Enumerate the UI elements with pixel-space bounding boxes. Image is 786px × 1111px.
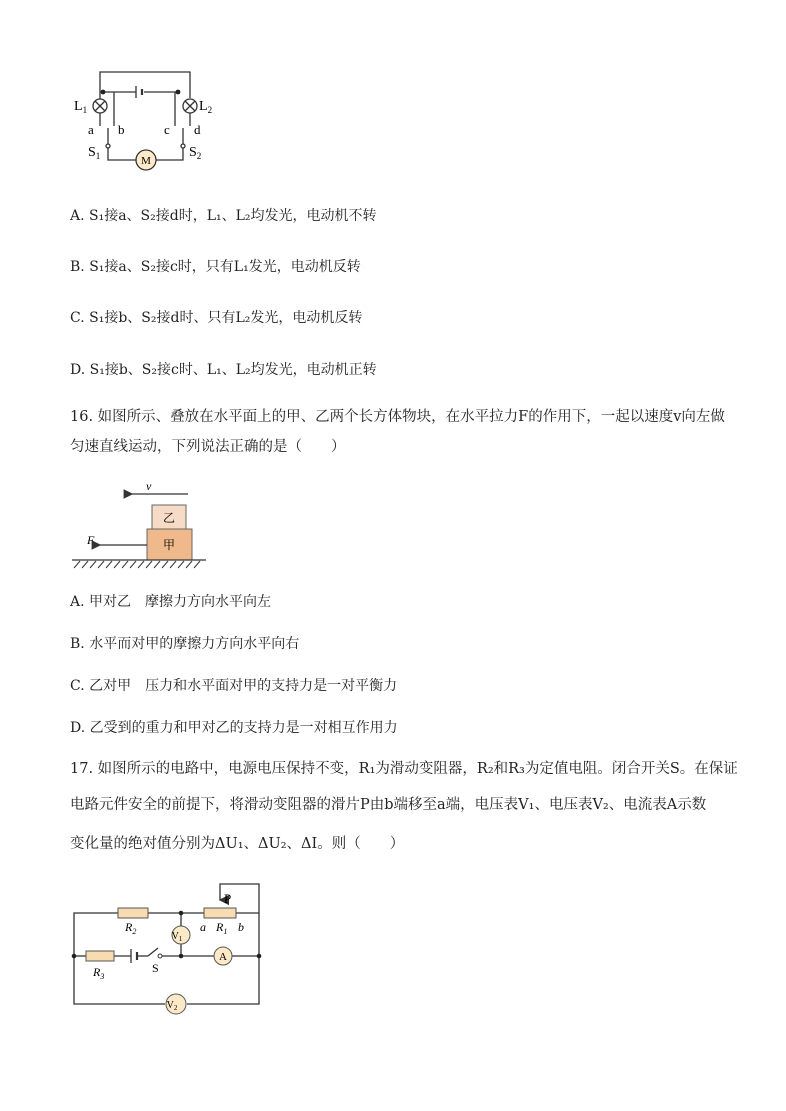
label-L2-sub: 2 xyxy=(207,105,213,115)
label-S1-sub: 1 xyxy=(95,151,101,161)
q16-option-b: B. 水平而对甲的摩擦力方向水平向右 xyxy=(70,636,300,652)
q15-option-a: A. S₁接a、S₂接d时，L₁、L₂均发光，电动机不转 xyxy=(70,208,377,224)
motor-label: M xyxy=(141,155,151,167)
block-yi-label: 乙 xyxy=(162,511,176,525)
force-label: F xyxy=(87,533,95,547)
q17-stem-line1: 17. 如图所示的电路中，电源电压保持不变，R₁为滑动变阻器，R₂和R₃为定值电阻。闭合开关S。在保证 xyxy=(70,761,738,777)
switch-S-label: S xyxy=(152,961,159,975)
label-R3-sub: 3 xyxy=(100,972,105,981)
label-b: b xyxy=(118,122,125,137)
q15-option-c: C. S₁接b、S₂接d时、只有L₂发光，电动机反转 xyxy=(70,310,363,326)
label-S2-sub: 2 xyxy=(196,151,202,161)
block-jia-label: 甲 xyxy=(162,538,176,552)
q15-option-b: B. S₁接a、S₂接c时，只有L₁发光，电动机反转 xyxy=(70,259,361,275)
svg-text:R2 xyxy=(124,920,136,936)
svg-text:R3 xyxy=(92,965,104,981)
q17-stem-line2: 电路元件安全的前提下，将滑动变阻器的滑片P由b端移至a端，电压表V₁、电压表V₂、电流表A示数 xyxy=(70,797,707,813)
label-S2: S xyxy=(189,145,197,160)
label-R2: R xyxy=(125,920,133,934)
svg-text:L2 xyxy=(199,99,212,115)
q16-stem-line1: 16. 如图所示、叠放在水平面上的甲、乙两个长方体物块，在水平拉力F的作用下，一起以速度v向左做 xyxy=(70,409,725,425)
figure-stacked-blocks xyxy=(70,478,210,570)
figure-lamp-motor-circuit xyxy=(70,64,220,176)
q17-stem-line3: 变化量的绝对值分别为ΔU₁、ΔU₂、ΔI。则（ ） xyxy=(70,836,405,852)
terminal-b-label: b xyxy=(238,920,244,934)
voltmeter-V1-sub: 1 xyxy=(178,935,183,943)
slider-P-label: P xyxy=(224,891,232,906)
q16-stem-line2: 匀速直线运动，下列说法正确的是（ ） xyxy=(70,439,346,455)
label-L1: L xyxy=(74,99,83,114)
figure-rheostat-circuit xyxy=(66,880,266,1016)
label-d: d xyxy=(194,122,201,137)
ammeter-A-label: A xyxy=(219,951,227,963)
q15-option-d: D. S₁接b、S₂接c时、L₁、L₂均发光，电动机正转 xyxy=(70,362,377,378)
voltmeter-V1-label: V xyxy=(171,931,179,942)
label-R3: R xyxy=(93,965,101,979)
label-c: c xyxy=(164,122,170,137)
label-S1: S xyxy=(88,145,96,160)
svg-text:L1 xyxy=(74,99,87,115)
label-a: a xyxy=(88,122,94,137)
q16-option-c: C. 乙对甲 压力和水平面对甲的支持力是一对平衡力 xyxy=(70,678,398,694)
label-R1: R xyxy=(216,920,224,934)
label-L1-sub: 1 xyxy=(82,105,88,115)
voltmeter-V2-label: V xyxy=(166,1000,174,1011)
voltmeter-V2-sub: 2 xyxy=(173,1004,178,1012)
label-L2: L xyxy=(199,99,208,114)
q16-option-a: A. 甲对乙 摩擦力方向水平向左 xyxy=(70,594,272,610)
velocity-label: v xyxy=(146,479,152,493)
svg-text:S1 xyxy=(88,145,100,161)
q16-option-d: D. 乙受到的重力和甲对乙的支持力是一对相互作用力 xyxy=(70,720,398,736)
label-R2-sub: 2 xyxy=(132,927,137,936)
svg-text:S2 xyxy=(189,145,201,161)
terminal-a-label: a xyxy=(200,920,206,934)
svg-text:R1 xyxy=(215,920,227,936)
label-R1-sub: 1 xyxy=(223,927,228,936)
